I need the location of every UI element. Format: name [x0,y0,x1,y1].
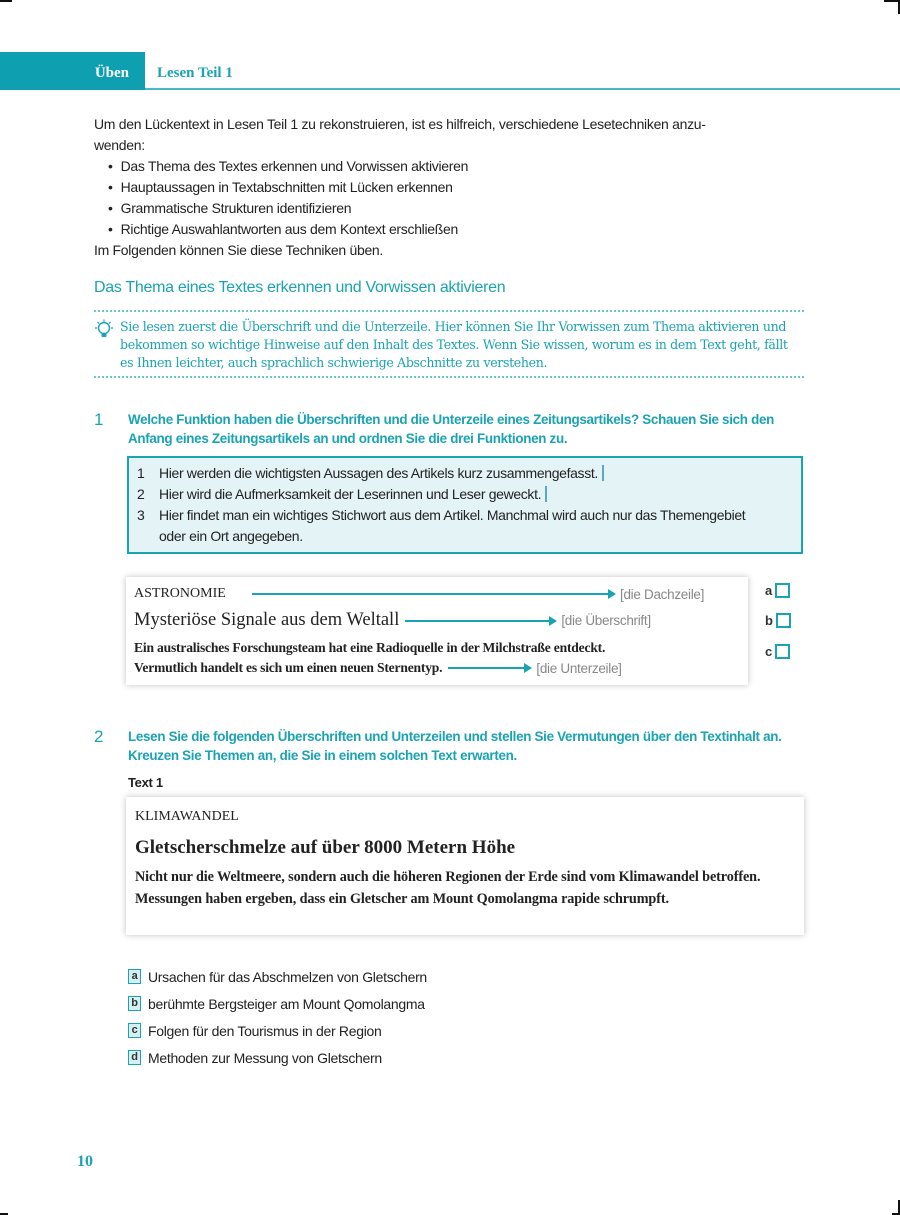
label-kicker: [die Dachzeile] [620,586,705,602]
function-text: Hier werden die wichtigsten Aussagen des Artikels kurz zusammengefasst. [159,465,598,481]
answer-c[interactable] [765,644,790,659]
task-instruction: Lesen Sie die folgenden Überschriften und Unterzeilen und stellen Sie Vermutungen über den Textinhalt an. Kreuzen Sie Themen an, die Sie in einem solchen Text erwarten. [128,729,782,763]
function-number: 2 [137,486,145,502]
function-item [129,505,801,547]
checkbox[interactable] [775,583,790,598]
intro-text [94,114,814,261]
label-sub: [die Unterzeile] [536,660,622,676]
list-item: • Das Thema des Textes erkennen und Vorwissen aktivieren [108,156,814,177]
arrow-icon [252,593,614,595]
option-text: Ursachen für das Abschmelzen von Gletschern [148,968,427,985]
list-item: • Richtige Auswahlantworten aus dem Kontext erschließen [108,219,814,240]
crop-mark [0,0,12,2]
function-number: 1 [137,465,145,481]
text-cursor [602,465,604,481]
checkbox[interactable] [775,644,790,659]
kicker-row [134,586,704,602]
task-number: 2 [94,727,104,746]
checkbox[interactable]: c [128,1023,141,1038]
article-headline: Gletscherschmelze auf über 8000 Metern Höhe [135,837,516,858]
answer-b[interactable] [765,613,791,628]
technique-list [94,156,814,240]
list-item: • Hauptaussagen in Textabschnitten mit Lücken erkennen [108,177,814,198]
article-sub: Vermutlich handelt es sich um einen neuen Sternentyp. [134,660,443,675]
function-number: 3 [137,507,145,523]
article-kicker: ASTRONOMIE [134,586,226,601]
text-label: Text 1 [128,775,163,790]
checkbox[interactable]: d [128,1050,141,1065]
lightbulb-icon [94,318,116,340]
option-text: Methoden zur Messung von Gletschern [148,1049,382,1066]
options-list [128,963,427,1071]
answer-letter: c [765,644,773,659]
article-kicker: KLIMAWANDEL [135,809,239,824]
option-a[interactable] [128,963,427,990]
option-c[interactable] [128,1017,427,1044]
function-item [129,463,801,484]
label-headline: [die Überschrift] [561,613,651,628]
option-d[interactable] [128,1044,427,1071]
article-headline: Mysteriöse Signale aus dem Weltall [134,610,400,630]
section-heading: Das Thema eines Textes erkennen und Vorwissen aktivieren [94,279,506,296]
subline-row-1 [134,640,605,656]
checkbox[interactable]: a [128,969,141,984]
task-1 [94,410,814,448]
function-text: Hier findet man ein wichtiges Stichwort aus dem Artikel. Manchmal wird auch nur das Themengebiet oder ein Ort angegeben. [159,507,746,544]
tip-box [94,310,804,378]
article-sub: Ein australisches Forschungsteam hat eine Radioquelle in der Milchstraße entdeckt. [134,640,606,655]
article-sub: Nicht nur die Weltmeere, sondern auch die höheren Regionen der Erde sind vom Klimawandel betroffen. Messungen haben ergeben, dass ein Gletscher am Mount Qomolangma rapide schrumpft. [135,869,761,907]
functions-box [127,456,803,554]
article-text-1 [126,797,804,935]
list-item: • Grammatische Strukturen identifizieren [108,198,814,219]
text-cursor [545,486,547,502]
task-instruction: Welche Funktion haben die Überschriften und die Unterzeile eines Zeitungsartikels? Schauen Sie sich den Anfang eines Zeitungsartikels an und ordnen Sie die drei Funktionen zu. [128,412,774,446]
function-item [129,484,801,505]
section-tab-label: Üben [94,65,129,81]
answer-letter: b [765,613,773,628]
checkbox[interactable] [776,613,791,628]
task-2 [94,727,814,765]
checkbox[interactable]: b [128,996,141,1011]
section-tab [0,52,145,90]
subline-row-2 [134,660,622,676]
tip-text: Sie lesen zuerst die Überschrift und die Unterzeile. Hier können Sie Ihr Vorwissen zum Thema aktivieren und bekommen so wichtige Hinweise auf den Inhalt des Textes. Wenn Sie wissen, worum es in dem Text geht, fällt es Ihnen leichter, auch sprachlich schwierige Abschnitte zu verstehen. [120,319,788,370]
arrow-icon [448,667,530,669]
task-number: 1 [94,410,104,429]
option-text: berühmte Bergsteiger am Mount Qomolangma [148,995,425,1012]
page-header [0,52,900,90]
headline-row [134,610,651,631]
intro-closing: Im Folgenden können Sie diese Techniken üben. [94,242,384,258]
intro-lead-line: Um den Lückentext in Lesen Teil 1 zu rekonstruieren, ist es hilfreich, verschiedene Lesetechniken anzu- [94,116,706,132]
header-rule [145,88,900,90]
answer-letter: a [765,583,773,598]
option-b[interactable] [128,990,427,1017]
answer-a[interactable] [765,583,790,598]
function-text: Hier wird die Aufmerksamkeit der Leserinnen und Leser geweckt. [159,486,542,502]
page-number: 10 [77,1153,93,1170]
page-title: Lesen Teil 1 [157,65,233,81]
arrow-icon [405,620,555,622]
option-text: Folgen für den Tourismus in der Region [148,1022,382,1039]
article-example [126,577,748,685]
intro-lead-line: wenden: [94,137,145,153]
